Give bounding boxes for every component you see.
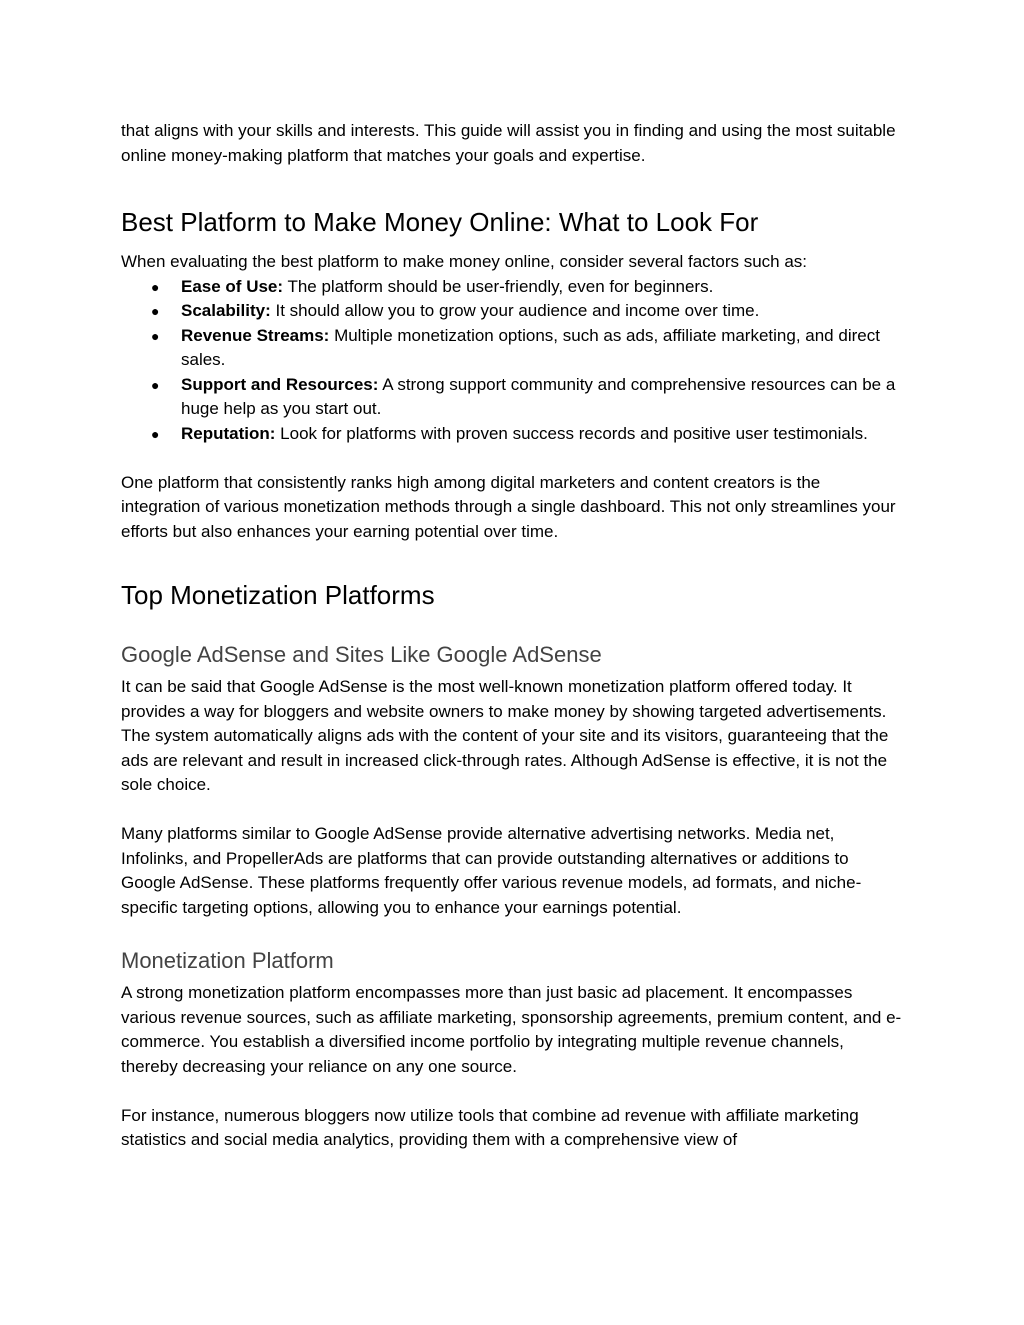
list-item-term: Ease of Use: [181,276,284,296]
list-item-text: A strong support community and comprehensive resources can be a huge help as you start out. [181,374,896,418]
list-item-text: Multiple monetization options, such as ads, affiliate marketing, and direct sales. [181,325,880,369]
list-item [121,299,903,324]
list-item [121,324,903,373]
section-heading-best-platform: Best Platform to Make Money Online: What to Look For [121,207,759,237]
section1-lead: When evaluating the best platform to make money online, consider several factors such as: [121,252,808,271]
bullet-icon: ● [151,327,160,344]
section1-closing-paragraph: One platform that consistently ranks high among digital marketers and content creators is the integration of various monetization methods through a single dashboard. This not only streamlines your efforts but also enhances your earning potential over time. [121,472,896,541]
factors-list [121,275,903,447]
subheading-google-adsense: Google AdSense and Sites Like Google AdSense [121,642,602,667]
adsense-paragraph-1: It can be said that Google AdSense is the most well-known monetization platform offered today. It provides a way for bloggers and website owners to make money by showing targeted advertisements. The system automatically aligns ads with the content of your site and its visitors, guaranteeing that the ads are relevant and result in increased click-through rates. Although AdSense is effective, it is not the sole choice. [121,677,889,794]
intro-paragraph: that aligns with your skills and interests. This guide will assist you in finding and using the most suitable online money-making platform that matches your goals and expertise. [121,121,896,165]
list-item-text: It should allow you to grow your audience and income over time. [270,301,760,320]
list-item [121,373,903,422]
subheading-monetization-platform: Monetization Platform [121,948,334,973]
bullet-icon: ● [151,376,160,393]
document-page [121,119,903,1153]
list-item-term: Reputation: [181,423,276,443]
list-item-term: Revenue Streams: [181,325,330,345]
list-item-text: The platform should be user-friendly, even for beginners. [283,276,714,296]
monetization-paragraph-1: A strong monetization platform encompasses more than just basic ad placement. It encompasses various revenue sources, such as affiliate marketing, sponsorship agreements, premium content, and e-commerce. You establish a diversified income portfolio by integrating multiple revenue channels, thereby decreasing your reliance on any one source. [121,983,902,1076]
monetization-paragraph-2: For instance, numerous bloggers now utilize tools that combine ad revenue with affiliate marketing statistics and social media analytics, providing them with a comprehensive view of [121,1105,859,1149]
bullet-icon: ● [151,425,160,442]
adsense-paragraph-2: Many platforms similar to Google AdSense provide alternative advertising networks. Media net, Infolinks, and PropellerAds are platforms that can provide outstanding alternatives or additions to Google AdSense. These platforms frequently offer various revenue models, ad formats, and niche-specific targeting options, allowing you to enhance your earnings potential. [121,824,862,917]
list-item [121,275,903,300]
list-item-term: Support and Resources: [181,374,379,394]
list-item-term: Scalability: [181,301,271,320]
list-item [121,422,903,447]
bullet-icon: ● [151,303,160,319]
bullet-icon: ● [151,278,160,295]
list-item-text: Look for platforms with proven success records and positive user testimonials. [275,423,868,443]
section-heading-top-platforms: Top Monetization Platforms [121,580,435,610]
